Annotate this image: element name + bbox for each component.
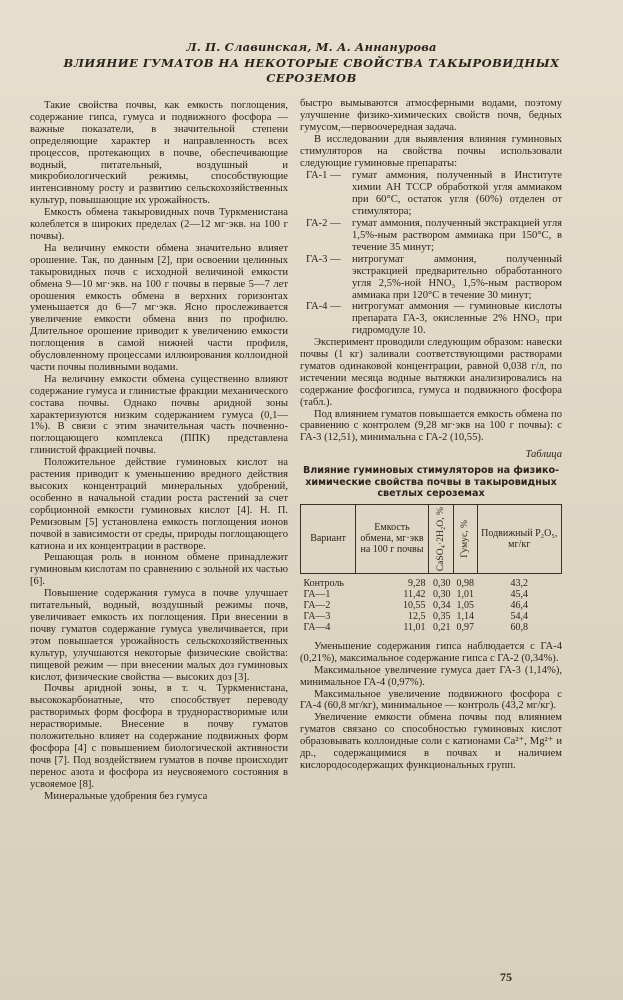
paragraph: Под влиянием гуматов повышается емкость обмена по сравнению с контролем (9,28 мг·экв на 100 г почвы): с ГА-3 (12,51), минимальна с ГА-2 (10,55). xyxy=(300,408,562,444)
table-row xyxy=(301,589,562,600)
cell-phosphorus: 45,4 xyxy=(510,588,528,600)
preparation-text: гумат аммония, полученный в Институте химии АН ТССР обработкой угля аммиаком при 60°С, остаток угля (60%) отделен от стимулятора; xyxy=(352,170,562,218)
header-phosphorus: Подвижный P₂O₅, мг/кг xyxy=(477,504,562,573)
table-row xyxy=(301,573,562,589)
page-number: 75 xyxy=(500,970,512,984)
preparation-item xyxy=(300,218,562,254)
cell-humus: 0,97 xyxy=(456,621,474,633)
cell-variant: ГА—2 xyxy=(303,599,331,611)
paragraph: Максимальное увеличение подвижного фосфора с ГА-4 (60,8 мг/кг), минимальное — контроль (43,2 мг/кг). xyxy=(300,688,562,712)
cell-humus: 1,05 xyxy=(456,599,474,611)
paragraph: В исследовании для выявления влияния гуминовых стимуляторов на свойства почвы использовали следующие гуминовые препараты: xyxy=(300,133,562,169)
cell-variant: ГА—3 xyxy=(303,610,331,622)
header-gypsum: CaSO₄·2H₂O, % xyxy=(429,504,454,573)
cell-humus: 1,01 xyxy=(456,588,474,600)
paragraph: Емкость обмена такыровидных почв Туркменистана колеблется в широких пределах (2—12 мг·экв. на 100 г почвы). xyxy=(30,207,288,242)
preparation-item xyxy=(300,254,562,302)
paragraph: Уменьшение содержания гипса наблюдается с ГА-4 (0,21%), максимальное содержание гипса с ГА-2 (0,34%). xyxy=(300,640,562,664)
paragraph: Повышение содержания гумуса в почве улучшает питательный, водный, воздушный режимы почв, увеличивает емкость их поглощения. При внесении в почву гуматов содержание гумуса увеличивается, при этом повышается урожайность сельскохозяйственных культур, улучшаются некоторые физические свойства: пищевой режим — при внесении малых доз гуминовых кислот, физические свойства — высоких доз [3]. xyxy=(30,588,288,683)
cell-humus: 0,98 xyxy=(456,577,474,589)
paragraph: Максимальное увеличение гумуса дает ГА-3 (1,14%), минимальное ГА-4 (0,97%). xyxy=(300,664,562,688)
paragraph: Увеличение емкости обмена почвы под влиянием гуматов связано со способностью гуминовых кислот образовывать коллоидные соли с катионами Ca²⁺, Mg²⁺ и др., содержащимися в почвах и наличием кислородосодержащих функциональных групп. xyxy=(300,712,562,771)
table-row xyxy=(301,622,562,633)
cell-phosphorus: 46,4 xyxy=(510,599,528,611)
preparations-list xyxy=(300,170,562,337)
cell-capacity: 9,28 xyxy=(408,577,426,589)
cell-gypsum: 0,34 xyxy=(433,599,451,611)
table-header-row xyxy=(301,504,562,573)
paragraph: На величину емкости обмена существенно влияют содержание гумуса и глинистые фракции механического состава почвы. Однако почвы аридной зоны характеризуются низким содержанием гумуса (0,1—1%). В связи с этим значительная часть почвенно-поглощающего комплекса (ППК) представлена глинистой фракцией почвы. xyxy=(30,373,288,457)
cell-gypsum: 0,21 xyxy=(433,621,451,633)
data-table xyxy=(300,504,562,633)
paragraph: Положительное действие гуминовых кислот на растения приводит к уменьшению вредного действия высоких концентраций минеральных удобрений, особенно в начальной стадии роста растений за счет сорбционной емкости гуминовых кислот [4]. Н. П. Ремизовым [5] установлена емкость поглощения ионов почвой в зависимости от среды, природы поглощающего катиона и их концентрации в растворе. xyxy=(30,457,288,552)
cell-phosphorus: 43,2 xyxy=(510,577,528,589)
header-humus: Гумус, % xyxy=(454,504,478,573)
cell-phosphorus: 54,4 xyxy=(510,610,528,622)
header-variant: Вариант xyxy=(301,504,356,573)
cell-capacity: 11,42 xyxy=(403,588,426,600)
article-authors: Л. П. Славинская, М. А. Аннанурова xyxy=(186,40,437,54)
preparation-code: ГА-4 — xyxy=(306,301,341,313)
paragraph: Такие свойства почвы, как емкость поглощения, содержание гипса, гумуса и подвижного фосфора — важные показатели, в значительной степени определяющие характер и направленность всех процессов, протекающих в почве, обеспечивающие водный, питательный, воздушный и микробиологический режимы, способствующие интенсивному росту и развитию сельскохозяйственных культур, повышающие их урожайность. xyxy=(30,100,288,207)
table-row xyxy=(301,611,562,622)
cell-gypsum: 0,35 xyxy=(433,610,451,622)
paragraph: Эксперимент проводили следующим образом: навески почвы (1 кг) заливали соответствующими растворами гуматов одинаковой концентрации, равной 0,038 г/л, по истечении месяца водные вытяжки анализировались на содержание фосфогипса, гумуса и подвижного фосфора (табл.). xyxy=(300,337,562,408)
header-capacity: Емкость обмена, мг·экв на 100 г почвы xyxy=(356,504,429,573)
cell-capacity: 10,55 xyxy=(403,599,426,611)
preparation-code: ГА-2 — xyxy=(306,218,341,230)
cell-phosphorus: 60,8 xyxy=(510,621,528,633)
table-title: Влияние гуминовых стимуляторов на физико-химические свойства почвы в такыровидных светлых сероземах xyxy=(302,465,560,500)
preparation-text: нитрогумат аммония, полученный экстракцией предварительно обработанного угля 2,5%-ной HNO₃ 1,5%-ным раствором аммиака при 120°С в течение 30 минут; xyxy=(352,253,562,301)
article-title: ВЛИЯНИЕ ГУМАТОВ НА НЕКОТОРЫЕ СВОЙСТВА ТАКЫРОВИДНЫХ СЕРОЗЕМОВ xyxy=(63,56,560,85)
paragraph: На величину емкости обмена значительно влияет орошение. Так, по данным [2], при освоении целинных такыровидных почв с исходной величиной емкости обмена 9—10 мг·экв. на 100 г почвы в первые 5—7 лет орошения емкость обмена в верхних горизонтах уменьшается до 6—7 мг·экв. Ясно прослеживается увеличение емкости обмена вниз по профилю. Длительное орошение приводит к увеличению емкости поглощения в самой нижней части профиля, обусловленному процессами иллюирования коллоидной части почвы поливными водами. xyxy=(30,242,288,373)
cell-gypsum: 0,30 xyxy=(433,577,451,589)
cell-capacity: 11,01 xyxy=(403,621,426,633)
cell-capacity: 12,5 xyxy=(408,610,426,622)
table-row xyxy=(301,600,562,611)
preparation-item xyxy=(300,170,562,218)
preparation-item xyxy=(300,301,562,337)
paragraph: Минеральные удобрения без гумуса xyxy=(44,790,208,802)
preparation-text: гумат аммония, полученный экстракцией угля 1,5%-ным раствором аммиака при 150°С, в течение 35 минут; xyxy=(352,218,562,253)
preparation-code: ГА-1 — xyxy=(306,170,341,182)
left-column xyxy=(30,100,288,802)
table-caption: Таблица xyxy=(525,449,562,461)
right-column xyxy=(300,98,562,772)
paragraph: Решающая роль в ионном обмене принадлежит гуминовым кислотам по сравнению с зольной их частью [6]. xyxy=(30,552,288,588)
preparation-text: нитрогумат аммония — гуминовые кислоты препарата ГА-3, окисленные 2% HNO₃ при гидромодуле 10. xyxy=(352,301,562,337)
preparation-code: ГА-3 — xyxy=(306,253,341,265)
cell-variant: ГА—4 xyxy=(303,621,331,633)
paragraph: быстро вымываются атмосферными водами, поэтому улучшение физико-химических свойств почв, бедных гумусом,—первоочередная задача. xyxy=(300,98,562,133)
cell-humus: 1,14 xyxy=(456,610,474,622)
paragraph: Почвы аридной зоны, в т. ч. Туркменистана, высококарбонатные, что способствует переводу растворимых форм фосфора в труднорастворимые или нерастворимые. Внесение в почву гуматов положительно влияет на содержание подвижных форм фосфора [4] с повышением биологической активности почв [7]. Под воздействием гуматов в почве происходит перенос азота и фосфора из неусвояемого состояния в усвояемое [8]. xyxy=(30,683,288,790)
cell-variant: ГА—1 xyxy=(303,588,331,600)
cell-gypsum: 0,30 xyxy=(433,588,451,600)
cell-variant: Контроль xyxy=(303,577,344,589)
